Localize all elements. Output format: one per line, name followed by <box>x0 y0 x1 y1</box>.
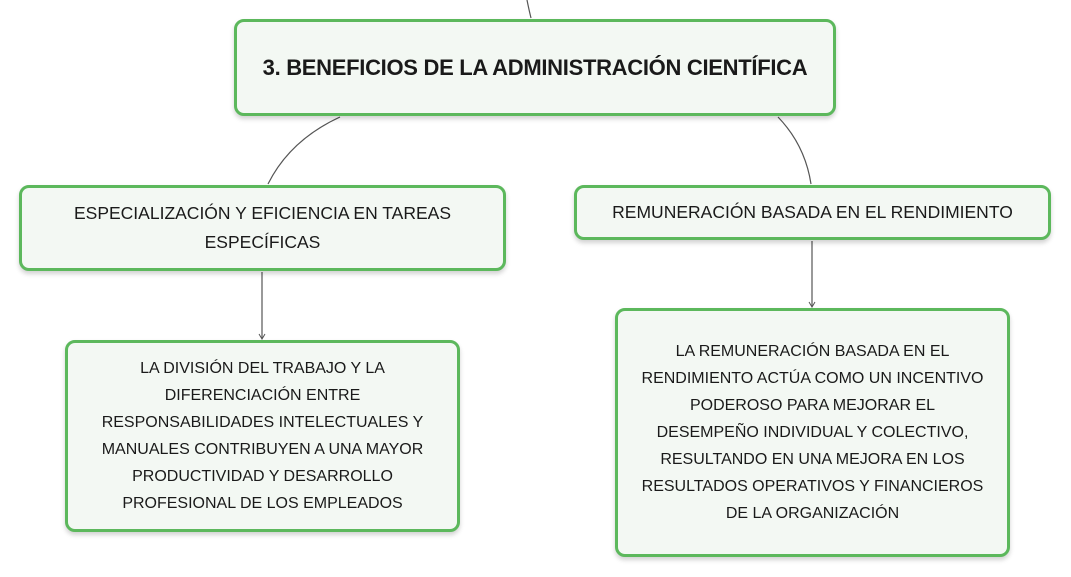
detail-text-especializacion: LA DIVISIÓN DEL TRABAJO Y LA DIFERENCIACIÓN ENTRE RESPONSABILIDADES INTELECTUALES Y MANUALES CONTRIBUYEN A UNA MAYOR PRODUCTIVIDAD Y DESARROLLO PROFESIONAL DE LOS EMPLEADOS <box>101 360 424 512</box>
root-topic-label: 3. BENEFICIOS DE LA ADMINISTRACIÓN CIENTÍFICA <box>262 54 808 80</box>
branch-node-remuneracion[interactable] <box>574 185 1051 240</box>
detail-node-especializacion[interactable] <box>65 340 460 532</box>
branch-label-especializacion: ESPECIALIZACIÓN Y EFICIENCIA EN TAREAS ESPECÍFICAS <box>73 203 451 252</box>
branch-node-especializacion[interactable] <box>19 185 506 271</box>
detail-node-remuneracion[interactable] <box>615 308 1010 557</box>
detail-text-remuneracion: LA REMUNERACIÓN BASADA EN EL RENDIMIENTO ACTÚA COMO UN INCENTIVO PODEROSO PARA MEJORAR EL DESEMPEÑO INDIVIDUAL Y COLECTIVO, RESULTANDO EN UNA MEJORA EN LOS RESULTADOS OPERATIVOS Y FINANCIEROS DE LA ORGANIZACIÓN <box>641 343 984 522</box>
connector-parent-to-root <box>527 0 531 18</box>
connector-root-to-branch-1 <box>268 117 340 184</box>
connector-root-to-branch-2 <box>778 117 811 184</box>
root-topic-node[interactable] <box>234 19 836 116</box>
branch-label-remuneracion: REMUNERACIÓN BASADA EN EL RENDIMIENTO <box>612 202 1013 222</box>
